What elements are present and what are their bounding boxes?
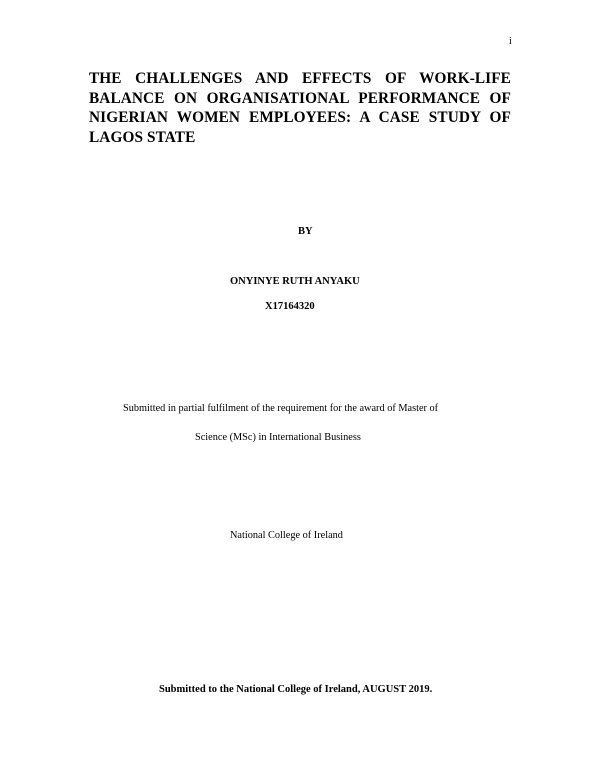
author-name: ONYINYE RUTH ANYAKU — [230, 276, 360, 287]
page-number: i — [509, 36, 512, 47]
college-name: National College of Ireland — [230, 530, 343, 541]
submission-statement-line-2: Science (MSc) in International Business — [195, 432, 361, 443]
by-label: BY — [298, 226, 313, 237]
submission-statement-line-1: Submitted in partial fulfilment of the requirement for the award of Master of — [123, 403, 439, 414]
thesis-title: THE CHALLENGES AND EFFECTS OF WORK-LIFE BALANCE ON ORGANISATIONAL PERFORMANCE OF NIGERIAN WOMEN EMPLOYEES: A CASE STUDY OF LAGOS STATE — [89, 70, 511, 146]
student-id: X17164320 — [265, 301, 315, 312]
submitted-to-statement: Submitted to the National College of Ireland, AUGUST 2019. — [159, 684, 433, 695]
